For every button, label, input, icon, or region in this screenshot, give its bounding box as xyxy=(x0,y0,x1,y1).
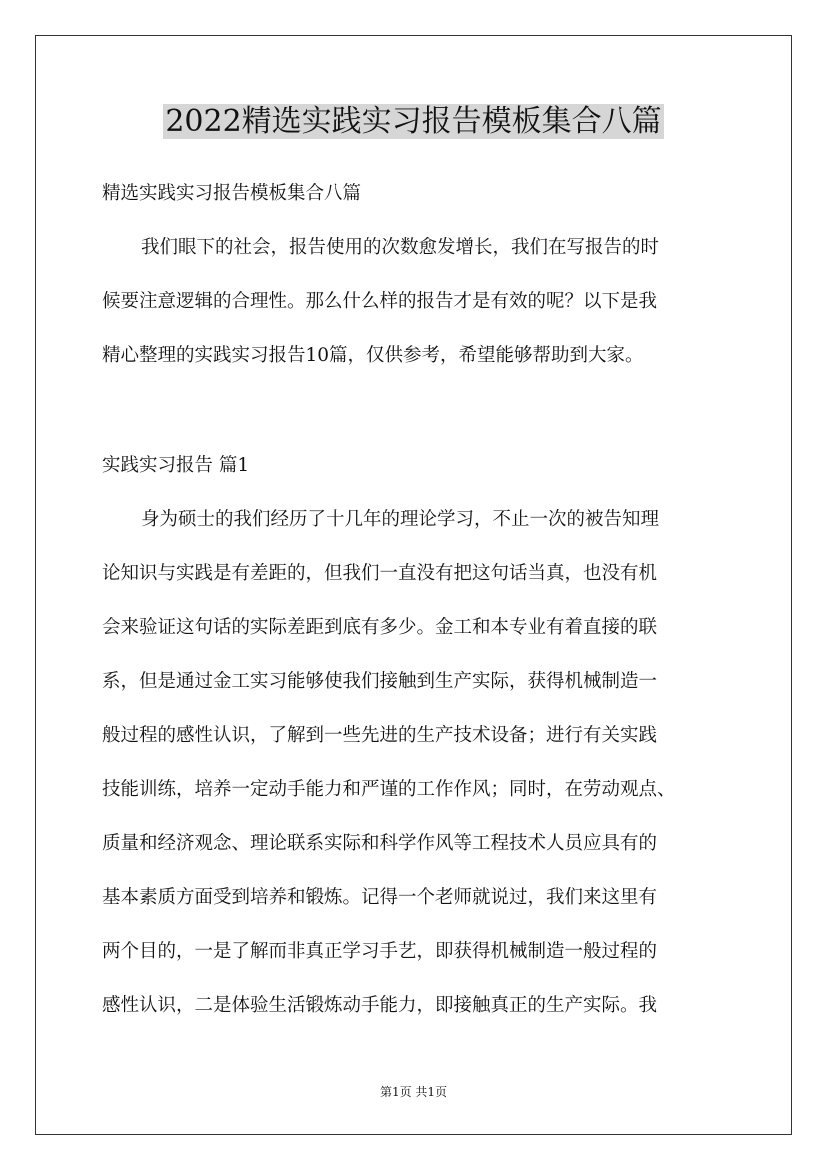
body-line-4: 系，但是通过金工实习能够使我们接触到生产实际，获得机械制造一 xyxy=(102,671,658,692)
body-line-9: 两个目的，一是了解而非真正学习手艺，即获得机械制造一般过程的 xyxy=(102,941,658,962)
intro-line-1: 我们眼下的社会，报告使用的次数愈发增长，我们在写报告的时 xyxy=(141,237,660,258)
document-subtitle: 精选实践实习报告模板集合八篇 xyxy=(102,183,362,204)
intro-line-2: 候要注意逻辑的合理性。那么什么样的报告才是有效的呢？以下是我 xyxy=(102,291,658,312)
body-line-7: 质量和经济观念、理论联系实际和科学作风等工程技术人员应具有的 xyxy=(102,833,658,854)
body-line-10: 感性认识，二是体验生活锻炼动手能力，即接触真正的生产实际。我 xyxy=(102,995,658,1016)
intro-line-3: 精心整理的实践实习报告10篇，仅供参考，希望能够帮助到大家。 xyxy=(102,345,644,366)
page-number-footer: 第1页 共1页 xyxy=(379,1085,448,1099)
document-title xyxy=(0,100,827,144)
body-line-6: 技能训练，培养一定动手能力和严谨的工作作风；同时，在劳动观点、 xyxy=(102,779,676,800)
body-line-3: 会来验证这句话的实际差距到底有多少。金工和本专业有着直接的联 xyxy=(102,617,658,638)
document-title-text: 2022精选实践实习报告模板集合八篇 xyxy=(165,104,662,139)
body-line-8: 基本素质方面受到培养和锻炼。记得一个老师就说过，我们来这里有 xyxy=(102,887,658,908)
body-line-5: 般过程的感性认识，了解到一些先进的生产技术设备；进行有关实践 xyxy=(102,725,658,746)
section-heading: 实践实习报告 篇1 xyxy=(102,455,250,476)
body-line-1: 身为硕士的我们经历了十几年的理论学习，不止一次的被告知理 xyxy=(141,509,660,530)
body-line-2: 论知识与实践是有差距的，但我们一直没有把这句话当真，也没有机 xyxy=(102,563,658,584)
